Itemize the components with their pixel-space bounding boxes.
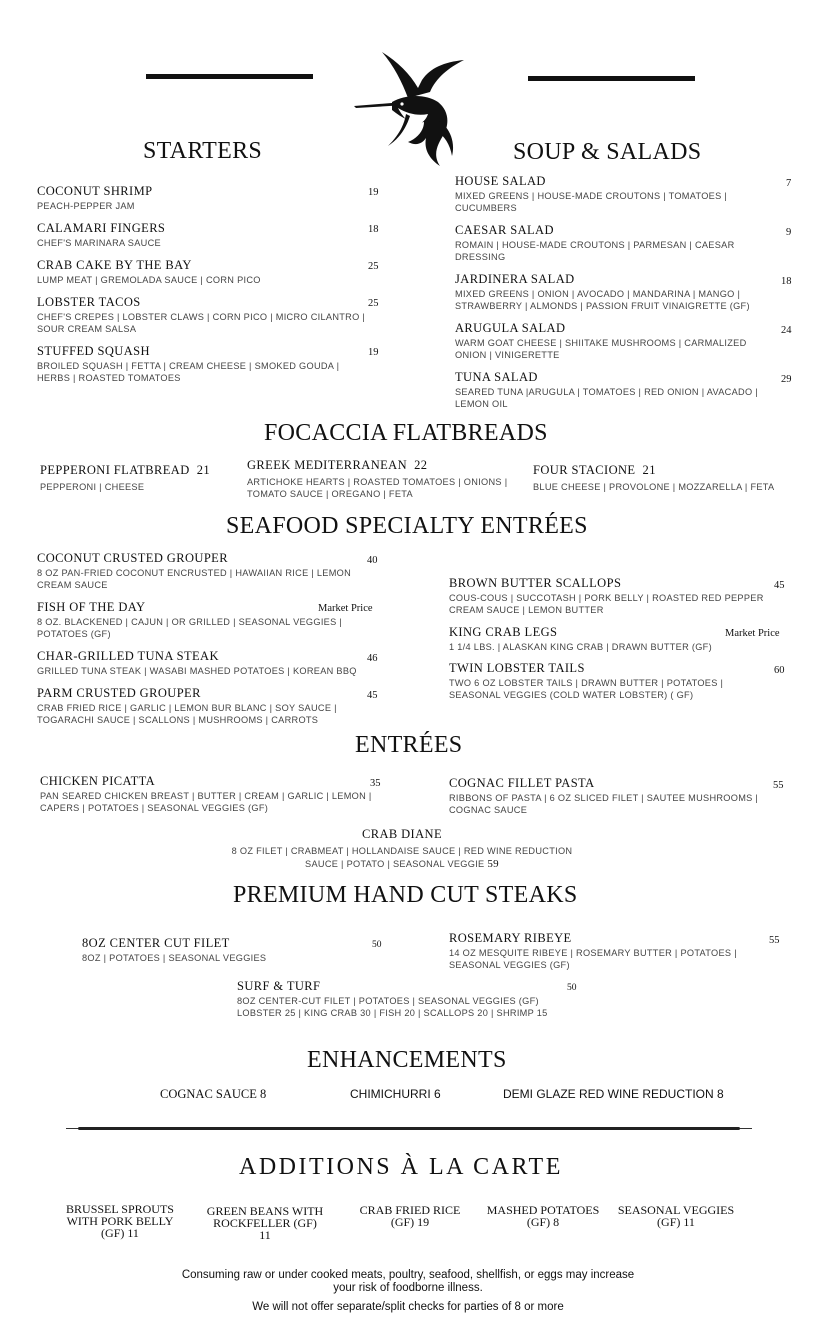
addition-item [345,1204,475,1228]
seafood-item [37,686,367,726]
item-name: TUNA SALAD [455,370,538,384]
allergy-notice [0,1269,816,1295]
item-name: KING CRAB LEGS [449,625,558,639]
item-desc: PEPPERONI | CHEESE [40,482,145,492]
item-desc: 8OZ | POTATOES | SEASONAL VEGGIES [82,953,267,963]
addition-line: (GF) 8 [526,1215,560,1229]
item-price: 55 [769,935,780,946]
item-desc: MIXED GREENS | HOUSE-MADE CROUTONS | TOMATOES | CUCUMBERS [455,191,728,213]
item-price: 55 [773,780,784,791]
starters-title: STARTERS [143,138,263,164]
item-name: HOUSE SALAD [455,174,546,188]
salad-item [455,174,755,214]
item-name: FOUR STACIONE [533,463,636,477]
item-desc: 8 OZ FILET | CRABMEAT | HOLLANDAISE SAUCE | RED WINE REDUCTION [231,846,573,856]
addition-line: SEASONAL VEGGIES [617,1203,735,1217]
item-desc: SEARED TUNA |ARUGULA | TOMATOES | RED ONION | AVACADO | LEMON OIL [455,387,758,409]
item-desc: BLUE CHEESE | PROVOLONE | MOZZARELLA | FETA [533,482,775,492]
item-price: 35 [370,778,381,789]
addition-line: WITH PORK BELLY [66,1214,174,1228]
addition-line: MASHED POTATOES [486,1203,600,1217]
starter-item [37,295,377,335]
surf-turf-item [237,979,567,1019]
item-price: 21 [642,463,656,477]
seafood-title: SEAFOOD SPECIALTY ENTRÉES [226,513,588,539]
salad-item [455,272,770,312]
item-price: 29 [781,374,792,385]
item-desc: PEACH-PEPPER JAM [37,201,135,211]
item-desc: 8 OZ PAN-FRIED COCONUT ENCRUSTED | HAWAIIAN RICE | LEMON CREAM SAUCE [37,568,352,590]
item-price: 50 [372,940,382,950]
enhancement-item: COGNAC SAUCE 8 [160,1087,267,1101]
item-desc: 8OZ CENTER-CUT FILET | POTATOES | SEASONAL VEGGIES (GF) [237,996,539,1006]
starter-item [37,344,357,384]
crab-diane-item [200,827,604,870]
item-price: 18 [781,276,792,287]
item-name: 8OZ CENTER CUT FILET [82,936,230,950]
item-name: CHICKEN PICATTA [40,774,156,788]
salad-item [455,370,785,410]
item-name: JARDINERA SALAD [455,272,575,286]
item-price: 7 [786,178,792,189]
item-price: 60 [774,665,785,676]
item-desc: ROMAIN | HOUSE-MADE CROUTONS | PARMESAN | CAESAR DRESSING [455,240,735,262]
header-rule-right [528,76,695,81]
item-name: BROWN BUTTER SCALLOPS [449,576,622,590]
addition-line: ROCKFELLER (GF) [213,1216,317,1230]
item-price: 45 [367,690,378,701]
addition-item [478,1204,608,1228]
split-check-notice: We will not offer separate/split checks for parties of 8 or more [252,1301,564,1313]
item-price: 45 [774,580,785,591]
item-desc: CHEF'S CREPES | LOBSTER CLAWS | CORN PICO | MICRO CILANTRO | SOUR CREAM SALSA [37,312,366,334]
allergy-line-1: Consuming raw or under cooked meats, poultry, seafood, shellfish, or eggs may increase [181,1269,635,1281]
addition-item [610,1204,742,1228]
item-desc: 14 OZ MESQUITE RIBEYE | ROSEMARY BUTTER | POTATOES | SEASONAL VEGGIES (GF) [449,948,737,970]
item-desc: TWO 6 OZ LOBSTER TAILS | DRAWN BUTTER | POTATOES | SEASONAL VEGGIES (COLD WATER LOBSTER) ( GF) [449,678,724,700]
flatbread-item [247,458,527,500]
divider-shadow [78,1127,740,1130]
addition-line: CRAB FRIED RICE [359,1203,461,1217]
steak-item [82,936,382,964]
item-desc: 1 1/4 LBS. | ALASKAN KING CRAB | DRAWN BUTTER (GF) [449,642,712,652]
enhancement-item: CHIMICHURRI 6 [350,1087,441,1101]
salad-item [455,223,755,263]
salad-item [455,321,760,361]
item-price: Market Price [318,603,373,614]
item-price: 59 [487,858,499,870]
addition-item [196,1205,334,1241]
starter-item [37,184,377,212]
item-price: 25 [368,298,379,309]
item-desc: PAN SEARED CHICKEN BREAST | BUTTER | CREAM | GARLIC | LEMON | CAPERS | POTATOES | SEASONAL VEGGIES (GF) [40,791,372,813]
seafood-item [37,649,377,677]
item-desc: COUS-COUS | SUCCOTASH | PORK BELLY | ROASTED RED PEPPER CREAM SAUCE | LEMON BUTTER [449,593,764,615]
item-name: PARM CRUSTED GROUPER [37,686,201,700]
item-name: COCONUT SHRIMP [37,184,153,198]
entree-item [449,776,774,816]
item-desc: RIBBONS OF PASTA | 6 OZ SLICED FILET | SAUTEE MUSHROOMS | COGNAC SAUCE [449,793,759,815]
item-desc: 8 OZ. BLACKENED | CAJUN | OR GRILLED | SEASONAL VEGGIES | POTATOES (GF) [37,617,343,639]
item-name: SURF & TURF [237,979,321,993]
item-name: TWIN LOBSTER TAILS [449,661,585,675]
item-name: LOBSTER TACOS [37,295,141,309]
item-name: CALAMARI FINGERS [37,221,166,235]
starter-item [37,221,377,249]
item-desc: LUMP MEAT | GREMOLADA SAUCE | CORN PICO [37,275,261,285]
item-desc-line2: LOBSTER 25 | KING CRAB 30 | FISH 20 | SCALLOPS 20 | SHRIMP 15 [237,1008,548,1018]
item-price: 19 [368,187,379,198]
addition-line: 11 [259,1228,271,1242]
item-desc: MIXED GREENS | ONION | AVOCADO | MANDARINA | MANGO | STRAWBERRY | ALMONDS | PASSION FRUIT VINAIGRETTE (GF) [455,289,750,311]
addition-line: (GF) 11 [657,1215,695,1229]
seafood-item [37,551,377,591]
flatbread-item [40,463,240,493]
item-price: 46 [367,653,378,664]
item-name: ROSEMARY RIBEYE [449,931,572,945]
item-name: FISH OF THE DAY [37,600,146,614]
item-name: CAESAR SALAD [455,223,554,237]
item-desc: WARM GOAT CHEESE | SHIITAKE MUSHROOMS | CARMALIZED ONION | VINIGERETTE [455,338,747,360]
item-name: STUFFED SQUASH [37,344,150,358]
addition-line: GREEN BEANS WITH [206,1204,324,1218]
soups-title: SOUP & SALADS [513,139,702,165]
item-desc: BROILED SQUASH | FETTA | CREAM CHEESE | SMOKED GOUDA | HERBS | ROASTED TOMATOES [37,361,340,383]
enhancements-title: ENHANCEMENTS [307,1047,507,1073]
steaks-title: PREMIUM HAND CUT STEAKS [233,882,578,908]
seafood-item [449,661,769,701]
item-name: PEPPERONI FLATBREAD [40,463,190,477]
item-desc-line2: SAUCE | POTATO | SEASONAL VEGGIE [305,859,485,869]
item-name: CHAR-GRILLED TUNA STEAK [37,649,219,663]
item-desc: ARTICHOKE HEARTS | ROASTED TOMATOES | ONIONS | TOMATO SAUCE | OREGANO | FETA [247,477,508,499]
item-price: 25 [368,261,379,272]
item-price: 50 [567,983,577,993]
starter-item [37,258,377,286]
allergy-line-2: your risk of foodborne illness. [333,1282,483,1294]
item-name: COGNAC FILLET PASTA [449,776,595,790]
item-price: 24 [781,325,792,336]
flatbreads-title: FOCACCIA FLATBREADS [264,420,548,446]
item-desc: CRAB FRIED RICE | GARLIC | LEMON BUR BLANC | SOY SAUCE | TOGARACHI SAUCE | SCALLONS | MUSHROOMS | CARROTS [37,703,337,725]
item-desc: CHEF'S MARINARA SAUCE [37,238,161,248]
addition-line: (GF) 19 [390,1215,430,1229]
item-name: COCONUT CRUSTED GROUPER [37,551,228,565]
entree-item [40,774,385,814]
item-price: Market Price [725,628,780,639]
addition-line: BRUSSEL SPROUTS [66,1202,174,1216]
item-price: 18 [368,224,379,235]
item-price: 9 [786,227,792,238]
addition-line: (GF) 11 [101,1226,139,1240]
enhancement-item: DEMI GLAZE RED WINE REDUCTION 8 [503,1087,724,1101]
item-desc: GRILLED TUNA STEAK | WASABI MASHED POTATOES | KOREAN BBQ [37,666,357,676]
steak-item [449,931,759,971]
item-name: CRAB DIANE [361,827,443,841]
entrees-title: ENTRÉES [355,732,463,758]
item-price: 22 [414,458,428,472]
item-price: 40 [367,555,378,566]
item-price: 19 [368,347,379,358]
item-name: GREEK MEDITERRANEAN [247,458,408,472]
item-name: ARUGULA SALAD [455,321,566,335]
flatbread-item [533,463,803,493]
marlin-logo-icon [352,44,470,168]
additions-title: ADDITIONS À LA CARTE [239,1154,563,1180]
addition-item [52,1203,188,1239]
header-rule-left [146,74,313,79]
seafood-item [449,576,779,616]
item-name: CRAB CAKE BY THE BAY [37,258,192,272]
item-price: 21 [196,463,211,477]
